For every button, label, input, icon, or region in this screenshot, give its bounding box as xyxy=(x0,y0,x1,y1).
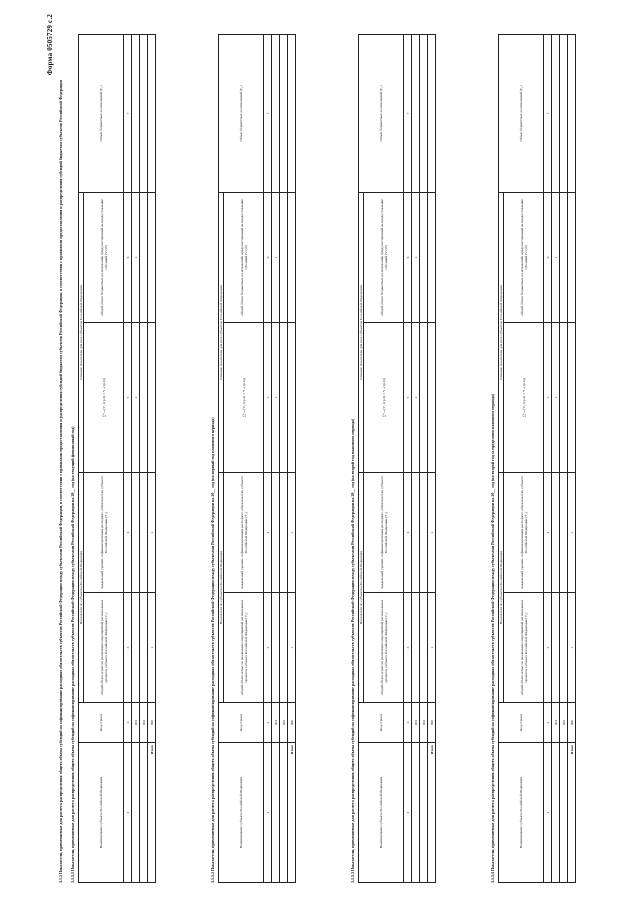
value-cell[interactable] xyxy=(552,593,560,703)
table-row xyxy=(412,34,420,882)
value-cell[interactable] xyxy=(420,34,428,192)
col-number: 2 xyxy=(264,703,272,743)
col-header: общий объем затрат на реализацию мероприятий региональных проектов субъекта Российской Федерации (V₁) xyxy=(224,593,264,703)
region-name-cell[interactable] xyxy=(132,743,140,883)
group-header: Главные показатели для всех субъектов Российской Федерации xyxy=(79,192,84,472)
value-cell[interactable] xyxy=(552,34,560,192)
col-number: 7 xyxy=(124,34,132,192)
value-cell: x xyxy=(412,322,420,472)
group-header: Показатели по субъектам Российской Федерации xyxy=(79,472,84,702)
value-cell xyxy=(280,322,288,472)
value-cell[interactable] xyxy=(132,34,140,192)
col-number: 4 xyxy=(544,472,552,592)
col-header: Объем бюджетных ассигнований (C₁) xyxy=(359,34,404,192)
table-row xyxy=(552,34,560,882)
value-cell[interactable] xyxy=(272,593,280,703)
value-cell[interactable] xyxy=(412,593,420,703)
value-cell[interactable] xyxy=(140,472,148,592)
total-value: x xyxy=(288,593,296,703)
main-heading: 3.1.5 Показатели, применяемые для расчета распределения общего объема субсидий на софинансирование расходных обязательств субъектов Российской Федерации между субъектами Российской Федерации, в соответствии с правилами предоставления и распределения субсидий бюджетам субъектов Российской Федерации, в соответствии с правилами предоставления и распределения субсидий бюджетам субъектов Российской Федерации xyxy=(58,80,63,883)
col-header: предельный уровень софинансирования расходного обязательства субъекта Российской Федерации (Y₁) xyxy=(504,472,544,592)
col-number: 4 xyxy=(124,472,132,592)
total-value xyxy=(568,322,576,472)
row-code: 002 xyxy=(140,703,148,743)
value-cell: x xyxy=(272,192,280,322)
total-value: x xyxy=(428,472,436,592)
col-number: 1 xyxy=(544,743,552,883)
col-number: 5 xyxy=(124,322,132,472)
col-number: 5 xyxy=(404,322,412,472)
region-name-cell[interactable] xyxy=(552,743,560,883)
col-header: Наименование субъекта Российской Федерации xyxy=(219,743,264,883)
col-number: 1 xyxy=(404,743,412,883)
region-name-cell[interactable] xyxy=(560,743,568,883)
col-number: 3 xyxy=(544,593,552,703)
section-title: 3.1.5.2 Показатели, применяемые для расчета распределения общего объема субсидий на софинансирование расходных обязательств субъектов Российской Федерации между субъектами Российской Федерации на 20__ год (на первый год планового периода) xyxy=(210,417,215,883)
col-header: общий объем затрат на реализацию мероприятий региональных проектов субъекта Российской Федерации (V₁) xyxy=(84,593,124,703)
col-number: 7 xyxy=(404,34,412,192)
value-cell: x xyxy=(552,322,560,472)
col-header: Объем бюджетных ассигнований (C₁) xyxy=(499,34,544,192)
row-code: 002 xyxy=(420,703,428,743)
group-header: Главные показатели для всех субъектов Российской Федерации xyxy=(359,192,364,472)
total-code: 900 xyxy=(428,703,436,743)
region-name-cell[interactable] xyxy=(420,743,428,883)
section-title: 3.1.5.1 Показатели, применяемые для расчета распределения общего объема субсидий на софинансирование расходных обязательств субъектов Российской Федерации между субъектами Российской Федерации на 20__ год (на текущий финансовый год) xyxy=(70,426,75,883)
col-header: общий объем затрат на реализацию мероприятий региональных проектов субъекта Российской Федерации (V₁) xyxy=(364,593,404,703)
total-value xyxy=(288,192,296,322)
section-1 xyxy=(70,35,156,883)
value-cell[interactable] xyxy=(272,34,280,192)
value-cell[interactable] xyxy=(412,34,420,192)
col-header: общий объем бюджетных ассигнований, предусмотренный на предоставление субсидий (Vсуб) xyxy=(84,192,124,322)
col-header: Объем бюджетных ассигнований (C₁) xyxy=(219,34,264,192)
total-value: x xyxy=(568,472,576,592)
section-4 xyxy=(490,35,576,883)
value-cell[interactable] xyxy=(272,472,280,592)
col-header: Наименование субъекта Российской Федерации xyxy=(499,743,544,883)
col-number: 2 xyxy=(544,703,552,743)
total-row xyxy=(148,34,156,882)
value-cell[interactable] xyxy=(552,472,560,592)
total-value[interactable] xyxy=(148,34,156,192)
total-code: 900 xyxy=(288,703,296,743)
total-value[interactable] xyxy=(568,34,576,192)
region-name-cell[interactable] xyxy=(272,743,280,883)
col-number: 6 xyxy=(264,192,272,322)
row-code: 001 xyxy=(132,703,140,743)
table-row xyxy=(420,34,428,882)
col-header: общий объем бюджетных ассигнований, предусмотренный на предоставление субсидий (Vсуб) xyxy=(224,192,264,322)
indicator-table xyxy=(498,34,576,883)
indicator-table xyxy=(218,34,296,883)
col-header: Наименование субъекта Российской Федерации xyxy=(359,743,404,883)
col-number: 6 xyxy=(544,192,552,322)
row-code: 002 xyxy=(280,703,288,743)
col-header: ∑ⁿᵢ₌₁(V₁ (гр.3) × Y₁ (гр.4)) xyxy=(504,322,544,472)
value-cell[interactable] xyxy=(560,593,568,703)
total-label: Итого xyxy=(288,743,296,883)
value-cell xyxy=(140,192,148,322)
value-cell xyxy=(560,192,568,322)
table-row xyxy=(560,34,568,882)
total-value xyxy=(288,322,296,472)
col-header: ∑ⁿᵢ₌₁(V₁ (гр.3) × Y₁ (гр.4)) xyxy=(84,322,124,472)
col-number: 3 xyxy=(124,593,132,703)
col-header: ∑ⁿᵢ₌₁(V₁ (гр.3) × Y₁ (гр.4)) xyxy=(224,322,264,472)
col-number: 1 xyxy=(124,743,132,883)
total-value xyxy=(428,322,436,472)
row-code: 002 xyxy=(560,703,568,743)
total-value: x xyxy=(148,593,156,703)
value-cell xyxy=(140,322,148,472)
value-cell[interactable] xyxy=(132,472,140,592)
total-row xyxy=(428,34,436,882)
form-code: Форма 0505729 с.2 xyxy=(46,14,54,76)
row-code: 001 xyxy=(552,703,560,743)
group-header: Показатели по субъектам Российской Федерации xyxy=(219,472,224,702)
col-number: 2 xyxy=(124,703,132,743)
section-3 xyxy=(350,35,436,883)
col-header: ∑ⁿᵢ₌₁(V₁ (гр.3) × Y₁ (гр.4)) xyxy=(364,322,404,472)
col-number: 4 xyxy=(404,472,412,592)
value-cell xyxy=(420,322,428,472)
section-title: 3.1.5.4 Показатели, применяемые для расчета распределения общего объема субсидий на софинансирование расходных обязательств субъектов Российской Федерации между субъектами Российской Федерации на 20__ год (на второй год за пределами планового периода) xyxy=(490,393,495,883)
col-number: 7 xyxy=(544,34,552,192)
value-cell: x xyxy=(552,192,560,322)
group-header: Главные показатели для всех субъектов Российской Федерации xyxy=(219,192,224,472)
col-number: 5 xyxy=(544,322,552,472)
row-code: 001 xyxy=(272,703,280,743)
col-number: 7 xyxy=(264,34,272,192)
value-cell: x xyxy=(132,322,140,472)
total-code: 900 xyxy=(568,703,576,743)
value-cell: x xyxy=(272,322,280,472)
total-row xyxy=(288,34,296,882)
indicator-table xyxy=(358,34,436,883)
region-name-cell[interactable] xyxy=(140,743,148,883)
total-row xyxy=(568,34,576,882)
total-value: x xyxy=(428,593,436,703)
col-header: Код строки xyxy=(499,703,544,743)
region-name-cell[interactable] xyxy=(412,743,420,883)
section-title: 3.1.5.3 Показатели, применяемые для расчета распределения общего объема субсидий на софинансирование расходных обязательств субъектов Российской Федерации между субъектами Российской Федерации на 20__ год (на второй год планового периода) xyxy=(350,418,355,883)
col-header: предельный уровень софинансирования расходного обязательства субъекта Российской Федерации (Y₁) xyxy=(364,472,404,592)
col-header: предельный уровень софинансирования расходного обязательства субъекта Российской Федерации (Y₁) xyxy=(84,472,124,592)
indicator-table xyxy=(78,34,156,883)
value-cell[interactable] xyxy=(280,472,288,592)
table-row xyxy=(272,34,280,882)
group-header: Показатели по субъектам Российской Федерации xyxy=(359,472,364,702)
total-value: x xyxy=(568,593,576,703)
value-cell[interactable] xyxy=(280,593,288,703)
col-header: Код строки xyxy=(219,703,264,743)
value-cell xyxy=(420,192,428,322)
value-cell: x xyxy=(412,192,420,322)
total-code: 900 xyxy=(148,703,156,743)
col-header: Объем бюджетных ассигнований (C₁) xyxy=(79,34,124,192)
region-name-cell[interactable] xyxy=(280,743,288,883)
col-number: 6 xyxy=(404,192,412,322)
table-row xyxy=(140,34,148,882)
value-cell[interactable] xyxy=(560,34,568,192)
value-cell[interactable] xyxy=(280,34,288,192)
table-row xyxy=(280,34,288,882)
total-value xyxy=(568,192,576,322)
total-value[interactable] xyxy=(428,34,436,192)
col-header: общий объем бюджетных ассигнований, предусмотренный на предоставление субсидий (Vсуб) xyxy=(504,192,544,322)
total-label: Итого xyxy=(568,743,576,883)
total-value xyxy=(148,322,156,472)
col-header: Код строки xyxy=(79,703,124,743)
value-cell[interactable] xyxy=(420,472,428,592)
value-cell xyxy=(280,192,288,322)
col-header: предельный уровень софинансирования расходного обязательства субъекта Российской Федерации (Y₁) xyxy=(224,472,264,592)
col-number: 3 xyxy=(404,593,412,703)
col-number: 2 xyxy=(404,703,412,743)
value-cell[interactable] xyxy=(140,34,148,192)
value-cell[interactable] xyxy=(132,593,140,703)
value-cell xyxy=(560,322,568,472)
table-row xyxy=(132,34,140,882)
value-cell[interactable] xyxy=(140,593,148,703)
total-value xyxy=(148,192,156,322)
col-number: 1 xyxy=(264,743,272,883)
value-cell[interactable] xyxy=(420,593,428,703)
total-value: x xyxy=(148,472,156,592)
col-header: общий объем затрат на реализацию мероприятий региональных проектов субъекта Российской Федерации (V₁) xyxy=(504,593,544,703)
col-header: Наименование субъекта Российской Федерации xyxy=(79,743,124,883)
group-header: Показатели по субъектам Российской Федерации xyxy=(499,472,504,702)
total-value: x xyxy=(288,472,296,592)
total-label: Итого xyxy=(428,743,436,883)
total-value xyxy=(428,192,436,322)
group-header: Главные показатели для всех субъектов Российской Федерации xyxy=(499,192,504,472)
total-value[interactable] xyxy=(288,34,296,192)
col-number: 5 xyxy=(264,322,272,472)
value-cell[interactable] xyxy=(560,472,568,592)
col-number: 3 xyxy=(264,593,272,703)
value-cell[interactable] xyxy=(412,472,420,592)
section-2 xyxy=(210,35,296,883)
col-number: 6 xyxy=(124,192,132,322)
row-code: 001 xyxy=(412,703,420,743)
total-label: Итого xyxy=(148,743,156,883)
col-header: общий объем бюджетных ассигнований, предусмотренный на предоставление субсидий (Vсуб) xyxy=(364,192,404,322)
col-header: Код строки xyxy=(359,703,404,743)
col-number: 4 xyxy=(264,472,272,592)
value-cell: x xyxy=(132,192,140,322)
